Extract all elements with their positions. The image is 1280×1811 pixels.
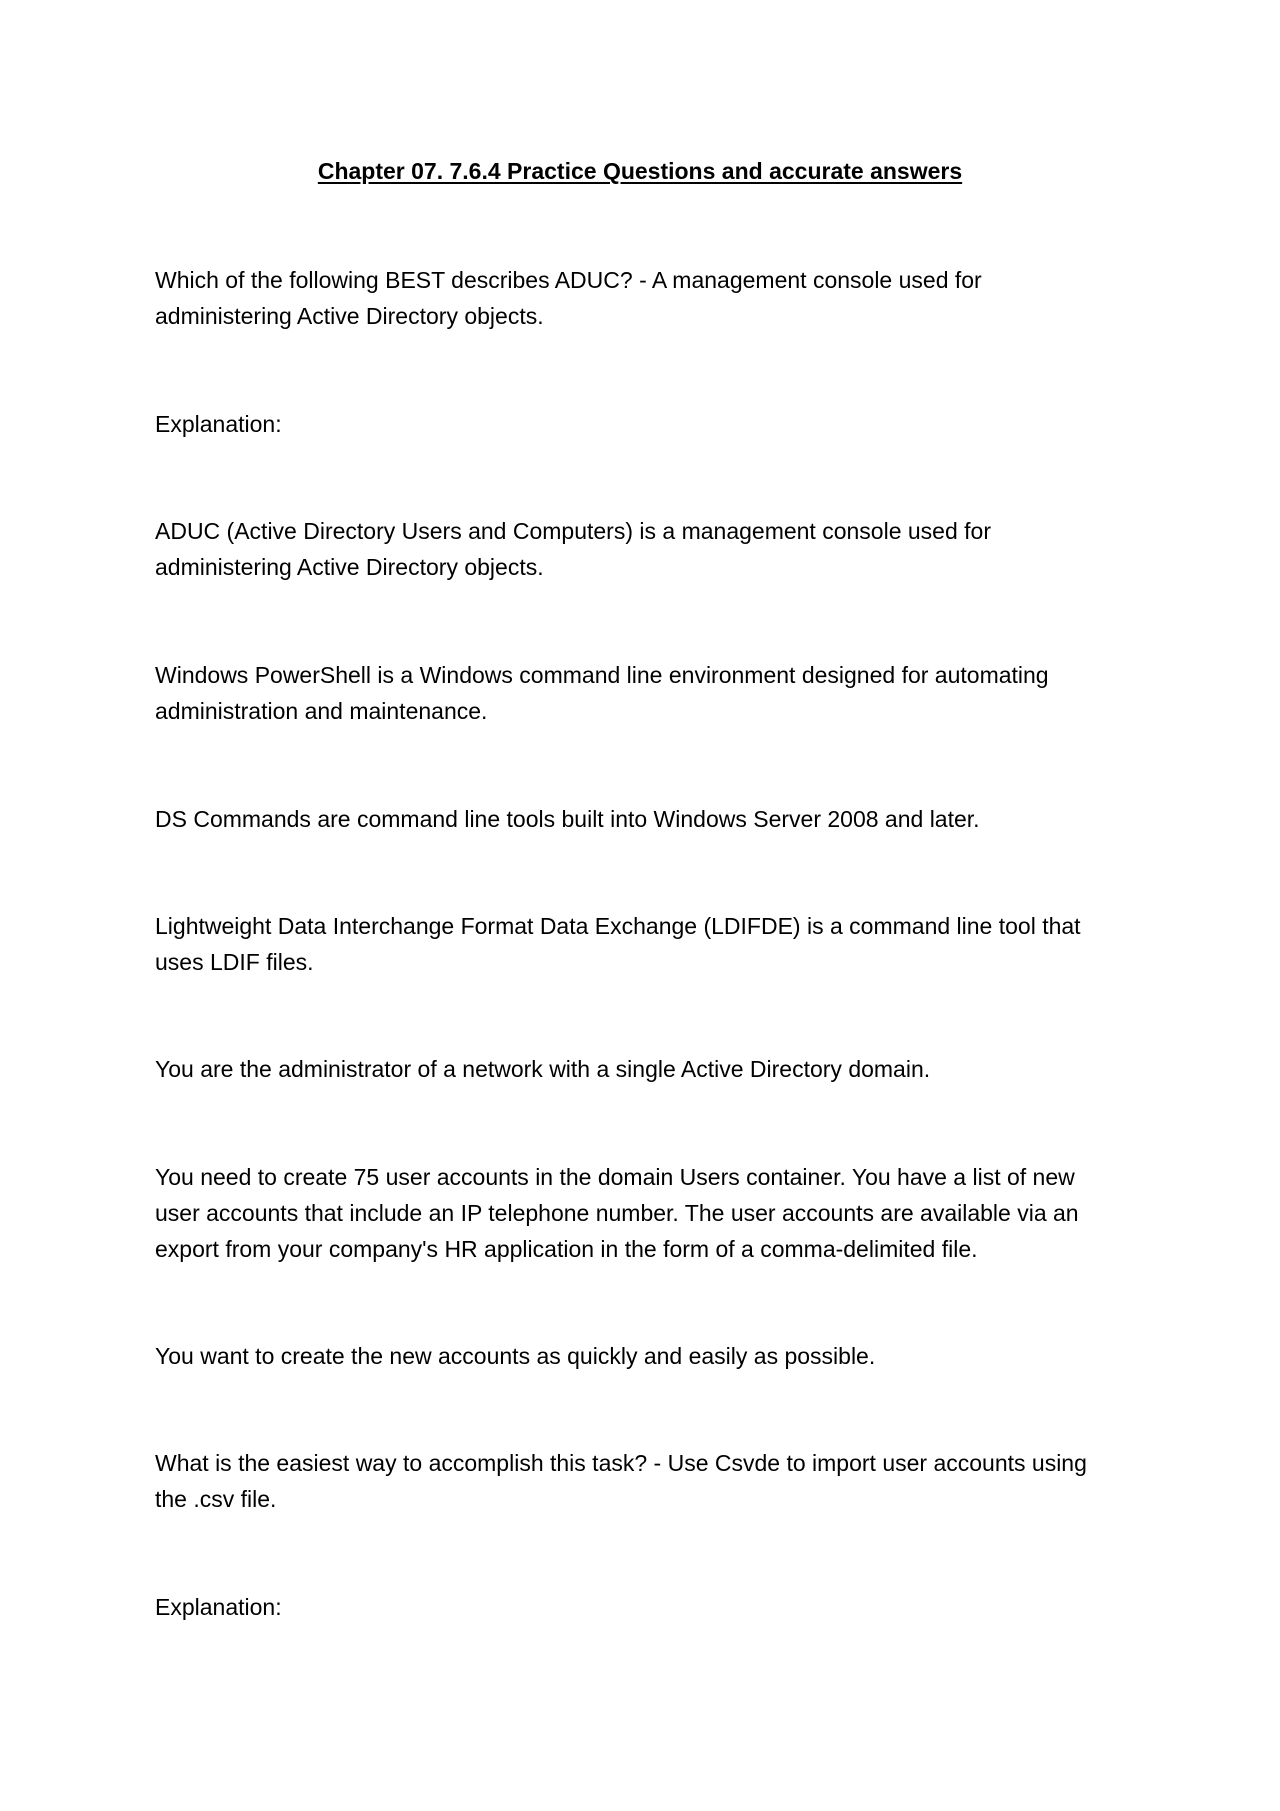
document-title: Chapter 07. 7.6.4 Practice Questions and accurate answers [317,158,963,184]
explanation-aduc: ADUC (Active Directory Users and Computers) is a management console used for administering Active Directory objects. [155,518,991,580]
scenario-requirements: You need to create 75 user accounts in the domain Users container. You have a list of new user accounts that include an IP telephone number. The user accounts are available via an export from your company's HR application in the form of a comma-delimited file. [155,1164,1079,1262]
explanation-label-2: Explanation: [155,1594,282,1620]
question-csvde: What is the easiest way to accomplish this task? - Use Csvde to import user accounts using the .csv file. [155,1450,1087,1512]
explanation-ds-commands: DS Commands are command line tools built into Windows Server 2008 and later. [155,806,980,832]
explanation-powershell: Windows PowerShell is a Windows command line environment designed for automating administration and maintenance. [155,662,1049,724]
explanation-ldifde: Lightweight Data Interchange Format Data Exchange (LDIFDE) is a command line tool that uses LDIF files. [155,913,1081,975]
explanation-label: Explanation: [155,411,282,437]
scenario-network: You are the administrator of a network with a single Active Directory domain. [155,1056,931,1082]
scenario-goal: You want to create the new accounts as quickly and easily as possible. [155,1343,876,1369]
question-aduc: Which of the following BEST describes ADUC? - A management console used for administering Active Directory objects. [155,267,982,329]
